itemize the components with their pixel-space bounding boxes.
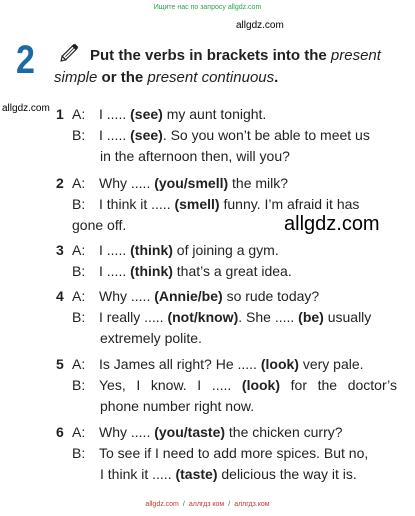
speaker-a: A: — [72, 106, 86, 122]
watermark-left: allgdz.com — [2, 103, 50, 114]
line-b-cont: extremely polite. — [100, 330, 202, 346]
item-number: 1 — [56, 106, 64, 122]
line-b: I think it ..... (smell) funny. I’m afraid it has — [99, 196, 360, 212]
speaker-b: B: — [72, 263, 86, 279]
speaker-b: B: — [72, 377, 86, 393]
line-a: I ..... (think) of joining a gym. — [99, 242, 279, 258]
line-b-cont: phone number right now. — [100, 398, 255, 414]
line-b: I ..... (think) that’s a great idea. — [99, 263, 292, 279]
line-a: Is James all right? He ..... (look) very pale. — [99, 356, 364, 372]
footer-links — [0, 501, 415, 508]
line-a: Why ..... (you/taste) the chicken curry? — [99, 424, 343, 440]
speaker-b: B: — [72, 127, 86, 143]
instruction: Put the verbs in brackets into the present simple or the present continuous. — [54, 47, 381, 86]
speaker-b: B: — [72, 309, 86, 325]
line-a: Why ..... (you/smell) the milk? — [99, 175, 289, 191]
speaker-a: A: — [72, 424, 86, 440]
footer-link-1[interactable]: allgdz.com — [145, 501, 179, 508]
item-number: 3 — [56, 242, 64, 258]
footer-link-2[interactable]: аллгдз ком — [188, 501, 225, 508]
item-number: 4 — [56, 288, 64, 304]
line-b-cont: gone off. — [72, 217, 127, 233]
line-b: Yes, I know. I ..... (look) for the doctor’s — [99, 377, 397, 393]
speaker-a: A: — [72, 288, 86, 304]
speaker-a: A: — [72, 356, 86, 372]
footer-separator: / — [182, 501, 185, 508]
footer-separator: / — [228, 501, 231, 508]
line-b-cont: in the afternoon then, will you? — [100, 148, 290, 164]
line-a: Why ..... (Annie/be) so rude today? — [99, 288, 320, 304]
item-number: 2 — [56, 175, 64, 191]
line-b-cont: I think it ..... (taste) delicious the way it is. — [100, 466, 357, 482]
line-b: To see if I need to add more spices. But no, — [99, 445, 369, 461]
line-a: I ..... (see) my aunt tonight. — [99, 106, 267, 122]
watermark-top: Ищите нас по запросу allgdz.com — [153, 4, 262, 11]
exercise-number: 2 — [16, 38, 35, 82]
line-b: I ..... (see). So you won’t be able to meet us — [99, 127, 370, 143]
footer-link-3[interactable]: аллгдз.ком — [234, 501, 270, 508]
speaker-b: B: — [72, 196, 86, 212]
item-number: 6 — [56, 424, 64, 440]
speaker-a: A: — [72, 242, 86, 258]
watermark-right: allgdz.com — [236, 20, 284, 31]
line-b: I really ..... (not/know). She ..... (be) usually — [99, 309, 372, 325]
item-number: 5 — [56, 356, 64, 372]
speaker-b: B: — [72, 445, 86, 461]
speaker-a: A: — [72, 175, 86, 191]
watermark-big: allgdz.com — [284, 213, 380, 235]
